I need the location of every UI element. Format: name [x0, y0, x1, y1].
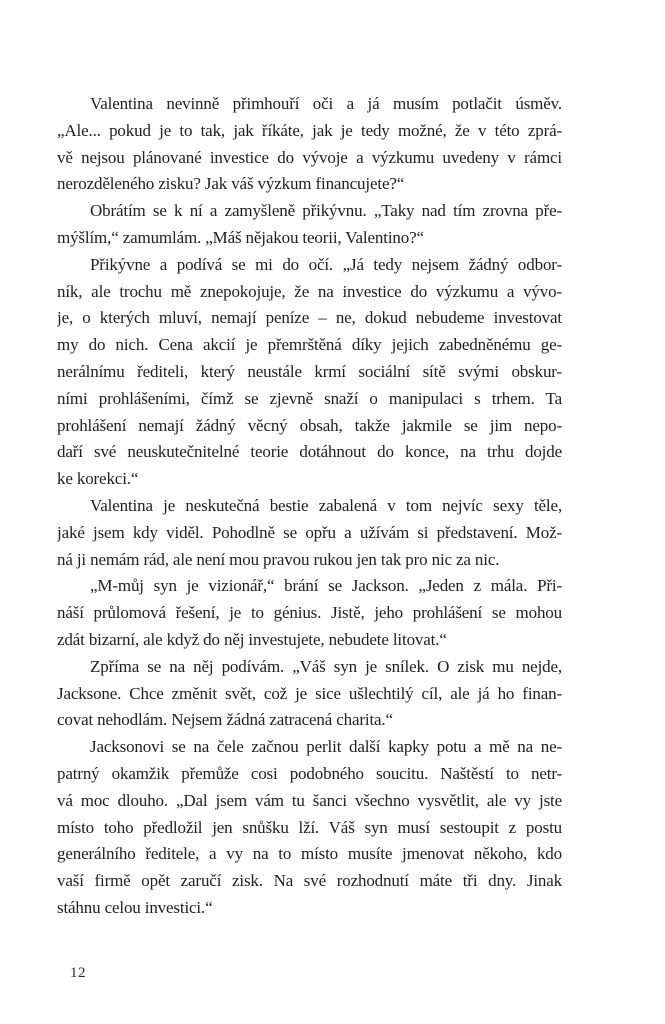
text-line: Jacksone. Chce změnit svět, což je sice ušlechtilý cíl, ale já ho finan- [57, 683, 562, 703]
text-line: Zpříma se na něj podívám. „Váš syn je snílek. O zisk mu nejde, [90, 656, 562, 676]
text-line: nerálnímu řediteli, který neustále krmí sociální sítě svými obskur- [57, 361, 562, 381]
text-line: vá moc dlouho. „Dal jsem vám tu šanci všechno vysvětlit, ale vy jste [57, 790, 562, 810]
text-line: my do nich. Cena akcií je přemrštěná díky jejich zabedněnému ge- [57, 335, 562, 355]
text-line: daří své neuskutečnitelné teorie dotáhnout do konce, na trhu dojde [57, 442, 562, 462]
text-line: Obrátím se k ní a zamyšleně přikývnu. „Taky nad tím zrovna pře- [90, 201, 562, 221]
paragraph [57, 573, 562, 653]
text-line: generálního ředitele, a vy na to místo musíte jmenovat někoho, kdo [57, 844, 562, 864]
text-line: zdát bizarní, ale když do něj investujete, nebudete litovat.“ [57, 629, 447, 649]
body-text [57, 91, 562, 922]
text-line: Jacksonovi se na čele začnou perlit další kapky potu a mě na ne- [90, 737, 562, 757]
text-line: jaké jsem kdy viděl. Pohodlně se opřu a užívám si představení. Mož- [57, 522, 562, 542]
text-line: ke korekci.“ [57, 469, 139, 489]
text-line: patrný okamžik přemůže cosi podobného soucitu. Naštěstí to netr- [57, 763, 562, 783]
text-line: nerozděleného zisku? Jak váš výzkum financujete?“ [57, 174, 405, 194]
text-line: ník, ale trochu mě znepokojuje, že na investice do výzkumu a vývo- [57, 281, 562, 301]
text-line: ními prohlášeními, čímž se zjevně snaží o manipulaci s trhem. Ta [57, 388, 562, 408]
paragraph [57, 252, 562, 493]
paragraph [57, 91, 562, 198]
text-line: Přikývne a podívá se mi do očí. „Já tedy nejsem žádný odbor- [90, 254, 562, 274]
text-line: je, o kterých mluví, nemají peníze – ne, dokud nebudeme investovat [57, 308, 562, 328]
text-line: Valentina je neskutečná bestie zabalená v tom nejvíc sexy těle, [90, 495, 562, 515]
text-line: Valentina nevinně přimhouří oči a já musím potlačit úsměv. [90, 94, 562, 113]
text-line: vě nejsou plánované investice do vývoje a výzkumu uvedeny v rámci [57, 147, 562, 167]
text-line: ná ji nemám rád, ale není mou pravou rukou jen tak pro nic za nic. [57, 549, 500, 569]
page-number: 12 [70, 965, 86, 981]
text-line: „M-můj syn je vizionář,“ brání se Jackson. „Jeden z mála. Při- [90, 576, 562, 596]
text-line: stáhnu celou investici.“ [57, 897, 213, 917]
paragraph [57, 493, 562, 573]
paragraph [57, 198, 562, 252]
paragraph [57, 734, 562, 922]
text-line: prohlášení nemají žádný věcný obsah, takže jakmile se jim nepo- [57, 415, 562, 435]
paragraph [57, 654, 562, 734]
text-line: místo toho předložil jen snůšku lží. Váš syn musí sestoupit z postu [57, 817, 562, 837]
text-line: covat nehodlám. Nejsem žádná zatracená charita.“ [57, 710, 393, 730]
text-line: mýšlím,“ zamumlám. „Máš nějakou teorii, Valentino?“ [57, 227, 424, 247]
text-line: „Ale... pokud je to tak, jak říkáte, jak je tedy možné, že v této zprá- [57, 120, 562, 140]
text-line: vaší firmě opět zaručí zisk. Na své rozhodnutí máte tři dny. Jinak [57, 871, 562, 891]
text-line: náší průlomová řešení, je to génius. Jistě, jeho prohlášení se mohou [57, 603, 562, 623]
